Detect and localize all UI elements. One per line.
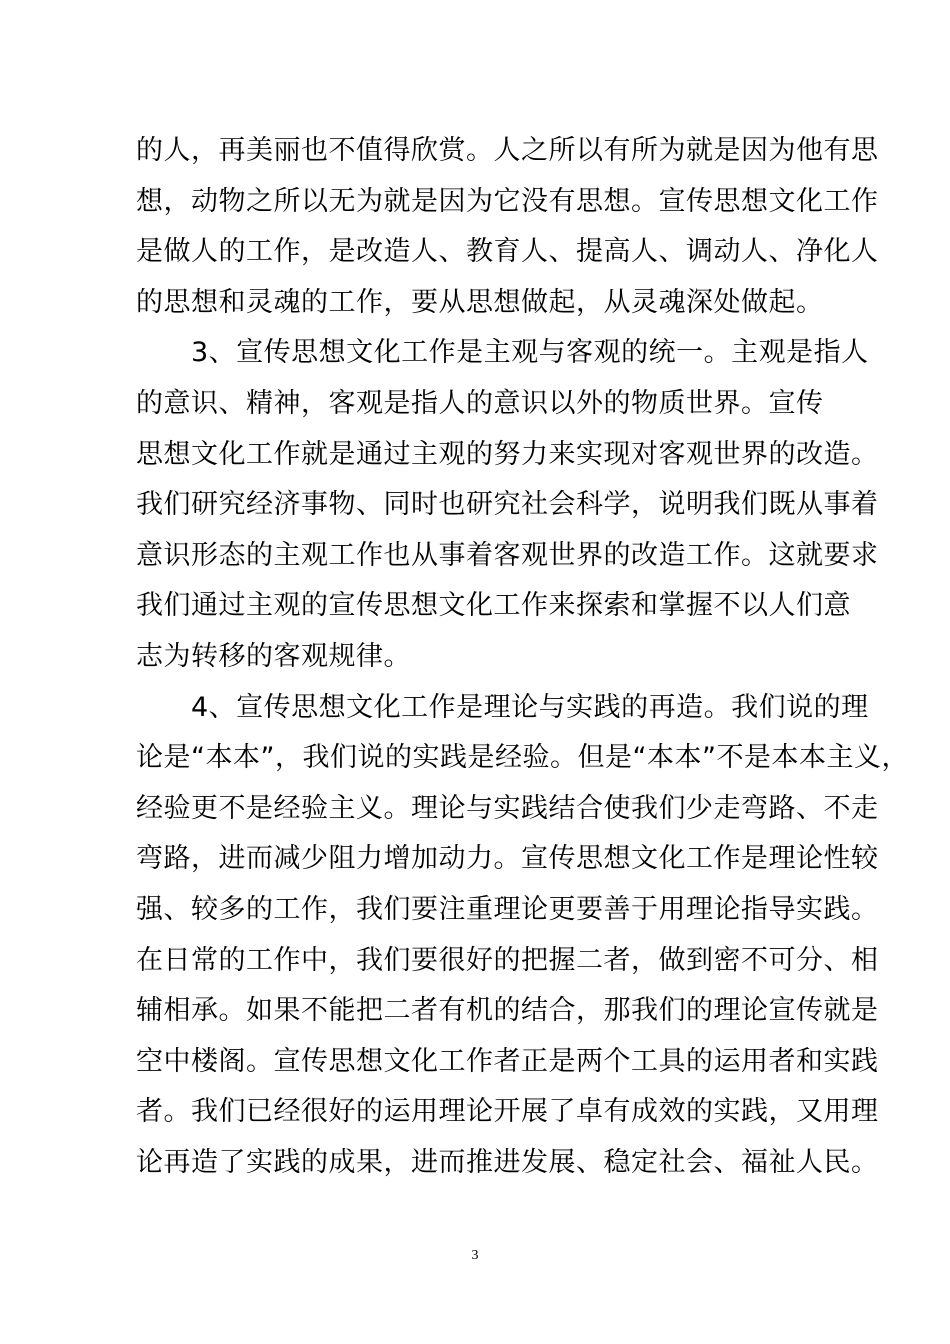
- paragraph-1: [136, 126, 879, 328]
- text-line: 的人，再美丽也不值得欣赏。人之所以有所为就是因为他有思: [136, 135, 879, 166]
- text-line: 我们通过主观的宣传思想文化工作来探索和掌握不以人们意: [136, 590, 851, 622]
- text-line: 弯路，进而减少阻力增加动力。宣传思想文化工作是理论性较: [136, 843, 879, 875]
- text-line: 志为转移的客观规律。: [136, 640, 411, 672]
- text-line: 强、较多的工作，我们要注重理论更要善于用理论指导实践。: [136, 893, 879, 925]
- page-number: 3: [471, 1248, 479, 1263]
- text-line: 论再造了实践的成果，进而推进发展、稳定社会、福祉人民。: [136, 1146, 879, 1178]
- text-line: 意识形态的主观工作也从事着客观世界的改造工作。这就要求: [136, 539, 879, 571]
- text-line: 我们研究经济事物、同时也研究社会科学，说明我们既从事着: [136, 489, 879, 521]
- text-line: 的思想和灵魂的工作，要从思想做起，从灵魂深处做起。: [136, 286, 824, 318]
- body-text: [136, 126, 909, 1188]
- text-line: 4、宣传思想文化工作是理论与实践的再造。我们说的理: [136, 691, 869, 723]
- text-line: 的意识、精神，客观是指人的意识以外的物质世界。宣传: [136, 387, 824, 419]
- text-line: 是做人的工作，是改造人、教育人、提高人、调动人、净化人: [136, 236, 879, 268]
- text-line: 想，动物之所以无为就是因为它没有思想。宣传思想文化工作: [136, 185, 879, 217]
- paragraph-2: [136, 328, 879, 682]
- text-line: 辅相承。如果不能把二者有机的结合，那我们的理论宣传就是: [136, 995, 879, 1027]
- text-line: 论是“本本”，我们说的实践是经验。但是“本本”不是本本主义，: [136, 742, 909, 774]
- paragraph-3: [136, 683, 909, 1189]
- text-line: 经验更不是经验主义。理论与实践结合使我们少走弯路、不走: [136, 792, 879, 824]
- text-line: 空中楼阁。宣传思想文化工作者正是两个工具的运用者和实践: [136, 1045, 879, 1077]
- text-line: 3、宣传思想文化工作是主观与客观的统一。主观是指人: [136, 337, 869, 369]
- text-line: 在日常的工作中，我们要很好的把握二者，做到密不可分、相: [136, 944, 879, 976]
- text-line: 者。我们已经很好的运用理论开展了卓有成效的实践，又用理: [136, 1096, 879, 1128]
- text-line: 思想文化工作就是通过主观的努力来实现对客观世界的改造。: [136, 438, 879, 470]
